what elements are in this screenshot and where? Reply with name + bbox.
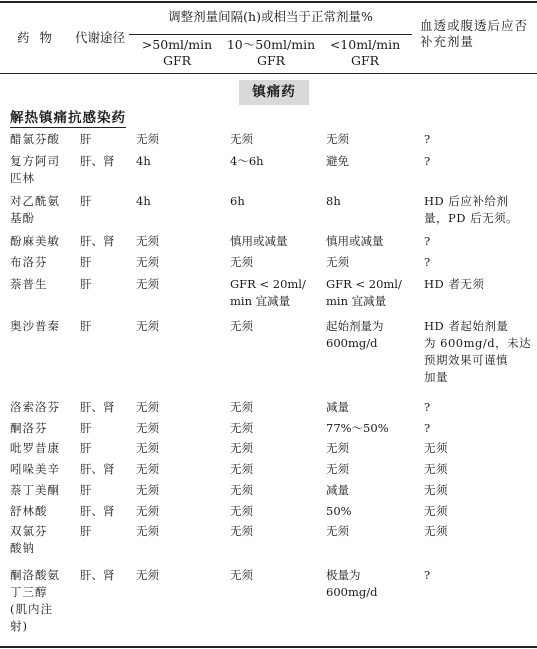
cell-line: 无须 [424,462,448,476]
cell-line: 复方阿司 [10,154,60,168]
cell-route [80,461,132,478]
cell-line: 肝、肾 [80,234,115,248]
cell-line: 无须 [230,483,253,497]
cell-dialysis [424,523,532,540]
cell-line: 无须 [136,400,159,414]
cell-c2 [230,420,318,437]
cell-line: 77%～50% [326,421,389,435]
cell-line: 量，PD 后无须。 [424,211,519,225]
cell-line: GFR < 20ml/ [326,277,402,291]
header-dialysis: 血透或腹透后应否补充剂量 [420,18,529,49]
cell-c1 [136,276,224,293]
cell-c2 [230,254,318,271]
cell-c2 [230,523,318,540]
cell-line: 无须 [326,524,349,538]
cell-line: 布洛芬 [10,255,48,269]
cell-line: 酮洛酸氨 [10,568,60,582]
header-sub-rule [129,34,412,35]
cell-c3 [326,233,416,250]
cell-line: 无须 [230,462,253,476]
table-header-rule [0,73,537,74]
cell-line: 奥沙普秦 [10,319,60,333]
table-top-rule [0,1,537,3]
cell-line: 肝 [80,194,92,208]
cell-dialysis [424,440,532,457]
cell-c3 [326,193,416,210]
cell-line: 无须 [230,400,253,414]
cell-route [80,254,132,271]
cell-dialysis [424,254,532,271]
cell-c2 [230,482,318,499]
cell-line: 无须 [424,504,448,518]
cell-line: 慎用或减量 [230,234,288,248]
cell-dialysis [424,420,532,437]
cell-line: 无须 [230,421,253,435]
cell-c3 [326,420,416,437]
cell-line: 无须 [230,132,253,146]
cell-line: 4h [136,194,151,208]
cell-line: 洛索洛芬 [10,400,60,414]
cell-line: 肝 [80,132,92,146]
cell-line: HD 后应补给剂 [424,194,509,208]
cell-dialysis [424,567,532,584]
cell-c1 [136,420,224,437]
cell-c3 [326,131,416,148]
cell-line: 肝 [80,255,92,269]
cell-line: 无须 [424,441,448,455]
cell-drug [10,461,76,478]
cell-route [80,482,132,499]
cell-line: 4～6h [230,154,264,168]
cell-route [80,567,132,584]
cell-line: 慎用或减量 [326,234,384,248]
cell-route [80,193,132,210]
cell-line: 无须 [230,504,253,518]
cell-route [80,420,132,437]
cell-line: ? [424,132,431,146]
category-title: 解热镇痛抗感染药 [10,110,126,126]
cell-c1 [136,461,224,478]
cell-line: 肝 [80,524,92,538]
cell-drug [10,440,76,457]
cell-drug [10,254,76,271]
cell-c3 [326,523,416,540]
header-gfr-below-10: <10ml/min GFR [329,37,401,68]
cell-drug [10,399,76,416]
cell-line: ? [424,234,431,248]
cell-drug [10,131,76,148]
cell-line: 减量 [326,400,349,414]
cell-drug [10,318,76,335]
cell-line: 肝 [80,483,92,497]
cell-line: 萘普生 [10,277,48,291]
cell-line: 肝 [80,319,92,333]
cell-line: 肝、肾 [80,462,115,476]
cell-dialysis [424,399,532,416]
cell-c3 [326,318,416,352]
cell-c2 [230,440,318,457]
cell-drug [10,233,76,250]
cell-dialysis [424,461,532,478]
cell-line: 肝 [80,421,92,435]
cell-line: 无须 [230,568,253,582]
cell-drug [10,193,76,227]
cell-dialysis [424,193,532,227]
cell-c2 [230,318,318,335]
cell-dialysis [424,153,532,170]
cell-drug [10,567,76,635]
cell-line: ? [424,568,431,582]
cell-line: 双氯芬 [10,524,48,538]
cell-line: min 宜减量 [230,294,291,308]
cell-line: 无须 [136,568,159,582]
cell-route [80,440,132,457]
cell-line: 无须 [136,234,159,248]
cell-c1 [136,482,224,499]
cell-c1 [136,254,224,271]
cell-line: 无须 [230,524,253,538]
cell-route [80,153,132,170]
cell-c3 [326,254,416,271]
cell-c1 [136,440,224,457]
cell-drug [10,482,76,499]
cell-c1 [136,131,224,148]
cell-line: 酚麻美敏 [10,234,60,248]
header-route: 代谢途径 [74,30,125,45]
cell-line: 无须 [136,132,159,146]
cell-line: 600mg/d [326,585,378,599]
cell-c3 [326,567,416,601]
cell-line: 无须 [136,319,159,333]
cell-line: 极量为 [326,568,361,582]
cell-c1 [136,318,224,335]
cell-line: 肝 [80,441,92,455]
cell-c3 [326,461,416,478]
cell-line: 萘丁美酮 [10,483,60,497]
cell-c2 [230,193,318,210]
cell-dialysis [424,482,532,499]
cell-c2 [230,567,318,584]
cell-line: 射) [10,619,28,633]
cell-dialysis [424,503,532,520]
cell-c2 [230,399,318,416]
cell-line: 无须 [136,255,159,269]
cell-route [80,399,132,416]
cell-line: (肌内注 [10,602,53,616]
section-title: 镇痛药 [239,80,309,105]
cell-line: 无须 [230,441,253,455]
cell-c3 [326,276,416,310]
cell-line: 匹林 [10,171,35,185]
cell-line: 减量 [326,483,349,497]
cell-line: 50% [326,504,352,518]
cell-line: 酸钠 [10,541,35,555]
cell-line: 基酚 [10,211,35,225]
cell-line: ? [424,400,431,414]
cell-line: min 宜减量 [326,294,387,308]
cell-line: 4h [136,154,151,168]
cell-line: ? [424,255,431,269]
cell-c1 [136,193,224,210]
cell-line: 避免 [326,154,349,168]
cell-line: 无须 [136,524,159,538]
cell-route [80,233,132,250]
cell-line: HD 者起始剂量 [424,319,509,333]
cell-dialysis [424,276,532,293]
cell-line: 肝、肾 [80,568,115,582]
cell-line: 无须 [230,319,253,333]
cell-drug [10,276,76,293]
cell-line: 600mg/d [326,336,378,350]
cell-line: 醋氯芬酸 [10,132,60,146]
cell-line: 肝、肾 [80,504,115,518]
cell-c2 [230,233,318,250]
cell-line: 加量 [424,370,448,384]
cell-c1 [136,503,224,520]
cell-line: 无须 [326,462,349,476]
cell-line: 无须 [326,255,349,269]
cell-line: 肝 [80,277,92,291]
cell-c2 [230,131,318,148]
cell-line: 肝、肾 [80,154,115,168]
cell-drug [10,153,76,187]
cell-c3 [326,153,416,170]
cell-line: 为 600mg/d，未达 [424,336,532,350]
cell-dialysis [424,131,532,148]
cell-c1 [136,399,224,416]
header-adjust: 调整剂量间隔(h)或相当于正常剂量% [168,9,373,24]
cell-line: ? [424,421,431,435]
cell-line: 舒林酸 [10,504,48,518]
cell-c2 [230,461,318,478]
cell-route [80,523,132,540]
cell-line: 6h [230,194,245,208]
header-gfr-above-50: >50ml/min GFR [141,37,213,68]
cell-line: 无须 [230,255,253,269]
header-gfr-10-50: 10～50ml/min GFR [226,37,316,68]
cell-line: 对乙酰氨 [10,194,60,208]
cell-c3 [326,399,416,416]
cell-drug [10,503,76,520]
cell-route [80,318,132,335]
cell-line: 酮洛芬 [10,421,48,435]
cell-line: 无须 [326,132,349,146]
cell-c1 [136,567,224,584]
cell-c1 [136,233,224,250]
cell-route [80,276,132,293]
cell-drug [10,420,76,437]
cell-line: 丁三醇 [10,585,48,599]
cell-line: ? [424,154,431,168]
cell-c3 [326,482,416,499]
cell-c3 [326,440,416,457]
table-bottom-rule [0,646,537,648]
cell-line: 无须 [136,462,159,476]
cell-route [80,503,132,520]
cell-line: 无须 [136,441,159,455]
cell-line: 无须 [424,524,448,538]
cell-line: 吡罗昔康 [10,441,60,455]
cell-line: 8h [326,194,341,208]
cell-line: GFR < 20ml/ [230,277,306,291]
cell-route [80,131,132,148]
cell-drug [10,523,76,557]
cell-line: 无须 [136,483,159,497]
cell-c2 [230,503,318,520]
cell-c1 [136,153,224,170]
cell-line: 起始剂量为 [326,319,384,333]
cell-line: 无须 [136,421,159,435]
cell-dialysis [424,318,532,386]
cell-c2 [230,153,318,170]
cell-line: 无须 [326,441,349,455]
cell-dialysis [424,233,532,250]
cell-line: 吲哚美辛 [10,462,60,476]
cell-c1 [136,523,224,540]
cell-line: 无须 [424,483,448,497]
cell-line: 无须 [136,504,159,518]
cell-c2 [230,276,318,310]
header-drug: 药 物 [17,30,55,45]
cell-c3 [326,503,416,520]
cell-line: 无须 [136,277,159,291]
cell-line: 肝、肾 [80,400,115,414]
cell-line: HD 者无须 [424,277,485,291]
cell-line: 预期效果可谨慎 [424,353,508,367]
